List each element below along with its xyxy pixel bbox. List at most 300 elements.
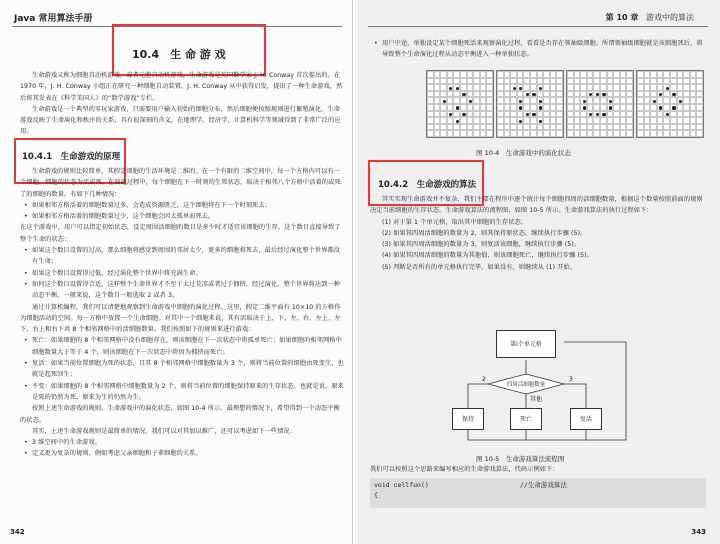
grid-cell — [670, 97, 677, 104]
highlight-box-section — [112, 24, 266, 76]
grid-cell — [453, 84, 460, 91]
rule-bullet: • 不变：如果细胞的 8 个相邻网格中细胞数量为 2 个，则将当前位置的细胞保持原来的生存状态。也就是说，原来是死的仍然为死，原来为生的仍然为生。 — [20, 381, 346, 404]
grid-cell — [510, 111, 517, 118]
grid-cell — [600, 91, 607, 98]
evolution-paragraph: 按照上述生命游戏的规则，生命游戏中的演化状态，如图 10-4 所示。最理想的情况下，希望得到一个动态平衡的状态。 — [20, 405, 340, 424]
grid-cell — [510, 124, 517, 131]
grid-cell — [530, 117, 537, 124]
grid-cell — [663, 78, 670, 85]
grid-cell — [480, 71, 487, 78]
intro-paragraph-2: 生命游戏是一个典型的零玩家游戏，只需要用户输入初始的细胞分布，然后细胞便按照规则进行繁殖演化。生命游戏反映了生命演化和秩序的关系，具有很深刻的含义，在地理学、经济学、计算机科学等领域得到了非常广泛的应用。 — [20, 105, 341, 136]
grid-cell — [486, 117, 493, 124]
grid-cell — [607, 104, 614, 111]
grid-cell — [543, 117, 550, 124]
extension-bullet: • 3 维空间中的生命游戏。 — [20, 437, 346, 448]
grid-cell — [473, 97, 480, 104]
grid-cell — [607, 130, 614, 137]
grid-cell — [486, 84, 493, 91]
grid-cell — [434, 71, 441, 78]
grid-cell — [593, 84, 600, 91]
grid-cell — [657, 124, 664, 131]
grid-cell — [537, 97, 544, 104]
grid-cell — [480, 104, 487, 111]
grid-cell — [696, 130, 703, 137]
grid-cell — [447, 71, 454, 78]
grid-cell — [530, 130, 537, 137]
grid-cell — [663, 111, 670, 118]
setting-bullet: • 如何这个数目设置得合适，这样整个生命世界才不至于太过荒凉或者过于拥挤，经过演化，整个世界将达到一种动态平衡。一般来说，这个数目一般选取 2 或者 3。 — [20, 279, 346, 302]
grid-cell — [567, 97, 574, 104]
grid-cell — [567, 104, 574, 111]
grid-cell — [530, 71, 537, 78]
grid-cell — [580, 124, 587, 131]
grid-cell — [497, 124, 504, 131]
algorithm-step: (2) 如果其四周活细胞的数量为 2，则其保持原状态，继续执行步骤 (5)。 — [382, 229, 587, 237]
grid-cell — [567, 91, 574, 98]
grid-cell — [600, 117, 607, 124]
grid-cell — [453, 111, 460, 118]
flow-keep-box: 保持 — [452, 408, 484, 430]
grid-cell — [447, 111, 454, 118]
grid-cell — [663, 97, 670, 104]
grid-cell — [504, 124, 511, 131]
grid-cell — [523, 97, 530, 104]
grid-cell — [460, 91, 467, 98]
grid-cell — [543, 78, 550, 85]
principle-intro: 生命游戏的规则比较简单，其假定细胞的生活环境是二维的。在一个有限的二维空间中，每一个方格内可以有一个细胞，细胞的状态为活或死。在演化过程中，每个细胞在下一时刻的生死状态，取决于相邻八个方格中活着的或死了的细胞的数量。有如下几种情况： — [20, 168, 341, 198]
grid-cell — [613, 124, 620, 131]
evolution-grid-3 — [566, 70, 634, 138]
grid-cell — [663, 104, 670, 111]
grid-cell — [517, 84, 524, 91]
grid-cell — [626, 91, 633, 98]
grid-cell — [447, 91, 454, 98]
grid-cell — [453, 97, 460, 104]
grid-cell — [637, 124, 644, 131]
grid-cell — [587, 78, 594, 85]
principle-mid: 在这个游戏中，用户可以指定初始状态，设定周围活细胞的数目是多少时才适宜该细胞的生存。这个数目直接导致了整个生命的状态： — [20, 224, 341, 243]
grid-cell — [677, 71, 684, 78]
grid-cell — [593, 78, 600, 85]
grid-cell — [567, 124, 574, 131]
grid-cell — [556, 130, 563, 137]
grid-cell — [696, 78, 703, 85]
grid-cell — [504, 117, 511, 124]
grid-cell — [644, 91, 651, 98]
grid-cell — [497, 130, 504, 137]
grid-cell — [537, 84, 544, 91]
grid-cell — [626, 78, 633, 85]
code-intro: 我们可以按照这个思路来编写相应的生命游戏算法，代码示例如下： — [370, 466, 559, 473]
grid-cell — [467, 111, 474, 118]
grid-cell — [574, 91, 581, 98]
grid-cell — [473, 84, 480, 91]
grid-cell — [580, 91, 587, 98]
grid-cell — [587, 84, 594, 91]
grid-cell — [537, 91, 544, 98]
grid-cell — [637, 130, 644, 137]
right-header — [606, 12, 694, 23]
grid-cell — [600, 104, 607, 111]
grid-cell — [510, 71, 517, 78]
grid-cell — [427, 78, 434, 85]
grid-cell — [537, 104, 544, 111]
grid-cell — [510, 84, 517, 91]
grid-cell — [670, 91, 677, 98]
grid-cell — [453, 91, 460, 98]
grid-cell — [683, 91, 690, 98]
grid-cell — [440, 124, 447, 131]
grid-cell — [523, 71, 530, 78]
grid-cell — [677, 84, 684, 91]
left-page — [0, 0, 353, 544]
grid-cell — [670, 71, 677, 78]
grid-cell — [517, 97, 524, 104]
grid-cell — [504, 84, 511, 91]
evolution-grid-4 — [636, 70, 704, 138]
grid-cell — [473, 78, 480, 85]
grid-cell — [556, 91, 563, 98]
grid-cell — [607, 84, 614, 91]
grid-cell — [650, 78, 657, 85]
grid-cell — [593, 104, 600, 111]
grid-cell — [473, 71, 480, 78]
grid-cell — [504, 104, 511, 111]
grid-cell — [486, 97, 493, 104]
grid-cell — [600, 124, 607, 131]
grid-cell — [620, 104, 627, 111]
grid-cell — [626, 124, 633, 131]
grid-cell — [550, 97, 557, 104]
grid-cell — [447, 78, 454, 85]
grid-cell — [434, 124, 441, 131]
grid-cell — [567, 130, 574, 137]
grid-cell — [644, 117, 651, 124]
grid-cell — [440, 97, 447, 104]
grid-cell — [467, 130, 474, 137]
grid-cell — [663, 124, 670, 131]
grid-cell — [683, 71, 690, 78]
grid-cell — [613, 117, 620, 124]
grid-cell — [537, 71, 544, 78]
grid-cell — [650, 97, 657, 104]
grid-cell — [650, 111, 657, 118]
grid-cell — [486, 104, 493, 111]
grid-cell — [467, 91, 474, 98]
grid-cell — [690, 111, 697, 118]
figure-10-5-caption: 图 10-5 生命游戏算法流程图 — [476, 455, 565, 463]
grid-cell — [637, 117, 644, 124]
grid-cell — [690, 91, 697, 98]
grid-cell — [550, 84, 557, 91]
grid-cell — [607, 71, 614, 78]
grid-cell — [460, 130, 467, 137]
grid-cell — [683, 84, 690, 91]
setting-bullet: • 如果这个数目设置的过高，那么细胞将感觉到周围的邻居太少，更多的细胞将死去，最后经过演化整个世界都没有生命； — [20, 245, 346, 268]
grid-cell — [473, 91, 480, 98]
principle-bullet: • 如果相邻方格活着的细胞数量过多，会造成资源匮乏，这个细胞将在下一个时刻死去； — [20, 200, 346, 211]
grid-cell — [530, 104, 537, 111]
grid-cell — [690, 97, 697, 104]
grid-cell — [543, 104, 550, 111]
grid-cell — [593, 124, 600, 131]
grid-cell — [537, 130, 544, 137]
grid-cell — [683, 130, 690, 137]
grid-cell — [670, 78, 677, 85]
grid-cell — [543, 111, 550, 118]
grid-cell — [626, 97, 633, 104]
grid-cell — [447, 97, 454, 104]
grid-cell — [580, 111, 587, 118]
grid-cell — [567, 71, 574, 78]
grid-cell — [580, 78, 587, 85]
top-bullet: • 用户中途，单独设定某个细胞死活来观察演化过程，看看是否存在领袖级细胞。所谓领袖级细胞就是该细胞死后，将导致整个生命演化过程从动态平衡进入一种单独状态。 — [370, 38, 706, 61]
grid-cell — [530, 91, 537, 98]
grid-cell — [663, 130, 670, 137]
grid-cell — [613, 104, 620, 111]
grid-cell — [427, 97, 434, 104]
grid-cell — [480, 124, 487, 131]
grid-cell — [556, 117, 563, 124]
grid-cell — [550, 124, 557, 131]
grid-cell — [670, 124, 677, 131]
grid-cell — [556, 84, 563, 91]
grid-cell — [440, 84, 447, 91]
grid-cell — [567, 111, 574, 118]
grid-cell — [613, 71, 620, 78]
grid-cell — [580, 71, 587, 78]
grid-cell — [510, 97, 517, 104]
grid-cell — [517, 130, 524, 137]
grid-cell — [543, 71, 550, 78]
grid-cell — [587, 71, 594, 78]
grid-cell — [453, 117, 460, 124]
grid-cell — [434, 84, 441, 91]
grid-cell — [467, 117, 474, 124]
grid-cell — [480, 84, 487, 91]
grid-cell — [550, 104, 557, 111]
grid-cell — [440, 117, 447, 124]
grid-cell — [593, 97, 600, 104]
grid-cell — [690, 117, 697, 124]
grid-cell — [683, 117, 690, 124]
top-bullet-text — [370, 38, 706, 61]
grid-cell — [523, 104, 530, 111]
grid-cell — [523, 111, 530, 118]
grid-cell — [434, 78, 441, 85]
grid-cell — [600, 130, 607, 137]
grid-cell — [473, 104, 480, 111]
grid-cell — [427, 91, 434, 98]
grid-cell — [607, 124, 614, 131]
grid-cell — [574, 97, 581, 104]
grid-cell — [447, 104, 454, 111]
grid-cell — [593, 130, 600, 137]
right-page-number: 343 — [691, 528, 706, 536]
grid-cell — [537, 124, 544, 131]
right-page — [356, 0, 720, 544]
grid-cell — [473, 117, 480, 124]
grid-cell — [427, 117, 434, 124]
grid-cell — [690, 124, 697, 131]
grid-cell — [467, 78, 474, 85]
grid-cell — [574, 124, 581, 131]
grid-cell — [587, 104, 594, 111]
grid-cell — [626, 71, 633, 78]
grid-cell — [620, 84, 627, 91]
grid-cell — [447, 130, 454, 137]
grid-cell — [696, 91, 703, 98]
grid-cell — [663, 84, 670, 91]
grid-cell — [650, 84, 657, 91]
flow-die-box: 死亡 — [510, 408, 542, 430]
grid-cell — [510, 117, 517, 124]
grid-cell — [537, 111, 544, 118]
grid-cell — [677, 130, 684, 137]
subsection-title-principle: 10.4.1 生命游戏的原理 — [22, 152, 121, 162]
grid-cell — [670, 104, 677, 111]
grid-cell — [613, 97, 620, 104]
grid-cell — [574, 117, 581, 124]
chapter-title: 游戏中的算法 — [646, 13, 694, 22]
grid-cell — [453, 78, 460, 85]
grid-cell — [440, 111, 447, 118]
grid-cell — [486, 124, 493, 131]
grid-cell — [670, 111, 677, 118]
algorithm-step: (5) 判断是否所有的单元格执行完毕，如果没有，则继续从 (1) 开始。 — [382, 263, 577, 271]
grid-cell — [504, 91, 511, 98]
grid-cell — [523, 124, 530, 131]
grid-cell — [453, 104, 460, 111]
right-header-rule — [368, 26, 708, 27]
grid-cell — [550, 91, 557, 98]
grid-cell — [677, 104, 684, 111]
grid-cell — [644, 84, 651, 91]
grid-cell — [480, 117, 487, 124]
grid-cell — [644, 124, 651, 131]
code-open-brace: { — [374, 491, 378, 499]
grid-cell — [690, 104, 697, 111]
grid-cell — [644, 71, 651, 78]
grid-cell — [550, 117, 557, 124]
grid-cell — [434, 111, 441, 118]
grid-cell — [613, 91, 620, 98]
grid-cell — [467, 84, 474, 91]
algorithm-intro: 其实实现生命游戏并不复杂，我们主要在程序中逐个统计每个细胞四周的活细胞数量，根据这个数量按照前面的规则决定当前细胞的生存状态。生命游戏算法的流程图，如图 10-5 所示。生命游戏算法的执行过程如下： — [370, 196, 703, 215]
grid-cell — [580, 117, 587, 124]
grid-cell — [517, 124, 524, 131]
grid-cell — [497, 97, 504, 104]
grid-cell — [593, 71, 600, 78]
grid-cell — [657, 71, 664, 78]
grid-cell — [677, 97, 684, 104]
extension-bullet: • 定义更为复杂的规则，例如考虑父亲细胞和子辈细胞的关系。 — [20, 448, 346, 459]
flow-decision-label: 四周活细胞数量 — [506, 382, 546, 388]
grid-cell — [434, 91, 441, 98]
grid-cell — [690, 84, 697, 91]
grid-cell — [427, 84, 434, 91]
grid-cell — [550, 78, 557, 85]
figure-10-4-caption: 图 10-4 生命游戏中的演化状态 — [476, 149, 571, 157]
grid-cell — [657, 78, 664, 85]
grid-cell — [567, 78, 574, 85]
grid-cell — [517, 91, 524, 98]
grid-cell — [480, 97, 487, 104]
grid-cell — [497, 78, 504, 85]
grid-cell — [626, 104, 633, 111]
grid-cell — [657, 111, 664, 118]
grid-cell — [607, 91, 614, 98]
grid-cell — [600, 71, 607, 78]
grid-cell — [620, 91, 627, 98]
grid-cell — [696, 97, 703, 104]
grid-cell — [543, 130, 550, 137]
grid-cell — [486, 111, 493, 118]
grid-cell — [607, 111, 614, 118]
grid-cell — [574, 71, 581, 78]
grid-cell — [480, 91, 487, 98]
grid-cell — [637, 71, 644, 78]
algorithm-text — [370, 194, 706, 273]
grid-cell — [696, 124, 703, 131]
grid-cell — [683, 78, 690, 85]
grid-cell — [473, 111, 480, 118]
grid-cell — [650, 104, 657, 111]
grid-cell — [607, 117, 614, 124]
grid-cell — [537, 78, 544, 85]
grid-cell — [593, 111, 600, 118]
grid-cell — [440, 91, 447, 98]
grid-cell — [587, 97, 594, 104]
grid-cell — [600, 78, 607, 85]
grid-cell — [677, 78, 684, 85]
grid-cell — [504, 97, 511, 104]
grid-cell — [497, 71, 504, 78]
grid-cell — [600, 97, 607, 104]
grid-cell — [556, 104, 563, 111]
grid-cell — [580, 84, 587, 91]
grid-cell — [696, 111, 703, 118]
code-block — [370, 478, 706, 508]
principle-bullet: • 如果相邻方格活着的细胞数量过少，这个细胞会因太孤单而死去。 — [20, 211, 346, 222]
grid-cell — [486, 71, 493, 78]
grid-cell — [587, 111, 594, 118]
extension-intro: 其实，上述生命游戏规则是最简单的情况，我们可以对其加以推广，还可以考虑如下一些情况： — [32, 427, 297, 435]
code-function-signature: void cellfun() — [374, 481, 429, 489]
grid-cell — [550, 130, 557, 137]
grid-cell — [517, 111, 524, 118]
code-comment: //生命游戏算法 — [520, 481, 567, 489]
grid-cell — [460, 84, 467, 91]
grid-cell — [620, 124, 627, 131]
grid-cell — [574, 104, 581, 111]
grid-cell — [517, 78, 524, 85]
grid-cell — [626, 117, 633, 124]
grid-cell — [523, 78, 530, 85]
grid-cell — [447, 124, 454, 131]
grid-cell — [690, 78, 697, 85]
grid-cell — [607, 78, 614, 85]
grid-cell — [440, 104, 447, 111]
grid-cell — [626, 111, 633, 118]
grid-cell — [510, 130, 517, 137]
grid-cell — [574, 111, 581, 118]
flow-start-box: 第i个单元格 — [496, 330, 556, 358]
flow-branch-3: 3 — [569, 376, 573, 383]
grid-cell — [530, 111, 537, 118]
grid-cell — [593, 91, 600, 98]
grid-cell — [504, 78, 511, 85]
